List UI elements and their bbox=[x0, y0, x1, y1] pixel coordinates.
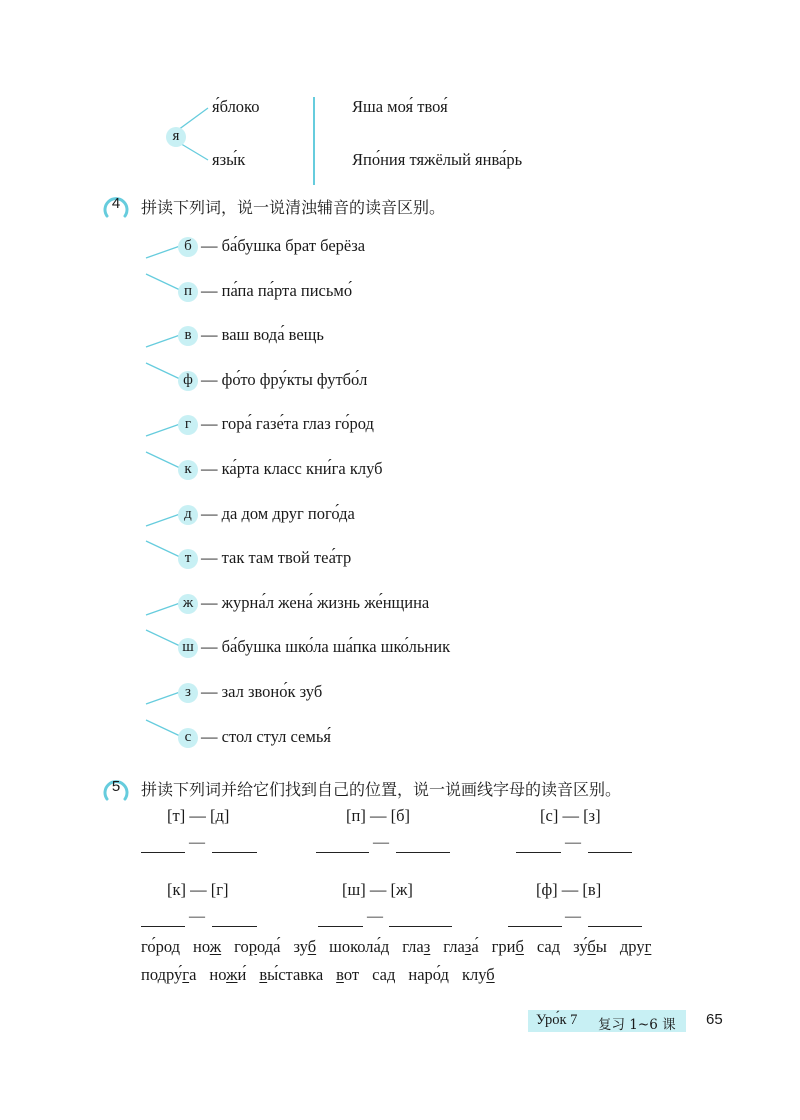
word-prefix: но bbox=[193, 937, 210, 956]
underlined-letter: р bbox=[248, 937, 257, 956]
word bbox=[193, 937, 221, 956]
letter-circle: п bbox=[178, 282, 198, 302]
letter-circle: к bbox=[178, 460, 198, 480]
row-words: — фо́то фру́кты футбо́л bbox=[201, 370, 368, 389]
blank-dash: — bbox=[189, 908, 205, 925]
underlined-letter: д bbox=[551, 937, 561, 956]
letter-circle: ш bbox=[178, 638, 198, 658]
word bbox=[492, 937, 524, 956]
word-prefix: дру bbox=[619, 937, 645, 956]
row-words: — журна́л жена́ жизнь же́нщина bbox=[201, 593, 430, 612]
exercise-4-number: 4 bbox=[111, 195, 121, 212]
underlined-letter: г bbox=[182, 965, 190, 984]
answer-blank[interactable] bbox=[389, 926, 452, 927]
letter-circle: т bbox=[178, 549, 198, 569]
word-prefix: гла bbox=[402, 937, 424, 956]
word-prefix: го bbox=[234, 937, 249, 956]
word-prefix: зу́ bbox=[573, 937, 588, 956]
word bbox=[259, 965, 323, 984]
pair-p-b: [п] — [б] bbox=[346, 806, 410, 825]
underlined-letter: б bbox=[587, 937, 596, 956]
word-prefix: го́ро bbox=[141, 937, 172, 956]
pair-sh-zh: [ш] — [ж] bbox=[342, 880, 413, 899]
word-suffix: и́ bbox=[237, 965, 247, 984]
exercise-5-number: 5 bbox=[111, 778, 121, 795]
word bbox=[462, 965, 495, 984]
letter-ya-circle: я bbox=[166, 127, 186, 147]
letter-circle: г bbox=[178, 415, 198, 435]
word bbox=[141, 937, 180, 956]
word bbox=[336, 965, 359, 984]
underlined-letter: д bbox=[171, 937, 181, 956]
blank-dash: — bbox=[189, 834, 205, 851]
row-words: — ба́бушка шко́ла ша́пка шко́льник bbox=[201, 637, 451, 656]
blank-dash: — bbox=[565, 908, 581, 925]
answer-blank[interactable] bbox=[141, 852, 185, 853]
review-label: 复习 1~6 课 bbox=[598, 1017, 676, 1033]
exercise-5-instruction: 拼读下列词并给它们找到自己的位置，说一说画线字母的读音区别。 bbox=[141, 780, 622, 799]
row-words: — ка́рта класс кни́га клуб bbox=[201, 459, 383, 478]
answer-blank[interactable] bbox=[318, 926, 363, 927]
word-suffix: а́ bbox=[471, 937, 479, 956]
letter-circle: б bbox=[178, 237, 198, 257]
page-number: 65 bbox=[706, 1011, 723, 1028]
row-words: — ваш вода́ вещь bbox=[201, 325, 324, 344]
underlined-letter: ж bbox=[209, 937, 222, 956]
word bbox=[537, 937, 560, 956]
word bbox=[329, 937, 389, 956]
row-words: — гора́ газе́та глаз го́род bbox=[201, 414, 374, 433]
row-words: — да дом друг пого́да bbox=[201, 504, 355, 523]
word-prefix: но bbox=[209, 965, 227, 984]
pair-k-g: [к] — [г] bbox=[167, 880, 229, 899]
letter-circle: в bbox=[178, 326, 198, 346]
letter-circle: з bbox=[178, 683, 198, 703]
row-words: — па́па па́рта письмо́ bbox=[201, 281, 353, 300]
underlined-letter: в bbox=[259, 965, 268, 984]
answer-blank[interactable] bbox=[588, 852, 632, 853]
word-suffix: от bbox=[343, 965, 360, 984]
answer-blank[interactable] bbox=[141, 926, 185, 927]
word-prefix: шокола́ bbox=[329, 937, 381, 956]
underlined-letter: д bbox=[386, 965, 396, 984]
underlined-letter: б bbox=[307, 937, 317, 956]
pair-f-v: [ф] — [в] bbox=[536, 880, 602, 899]
exercise-5-number-icon bbox=[104, 775, 130, 803]
answer-blank[interactable] bbox=[516, 852, 561, 853]
underlined-letter: з bbox=[464, 937, 472, 956]
word-suffix: ы bbox=[595, 937, 607, 956]
answer-blank[interactable] bbox=[508, 926, 562, 927]
underlined-letter: з bbox=[423, 937, 431, 956]
underlined-letter: ж bbox=[226, 965, 238, 984]
underlined-letter: г bbox=[644, 937, 652, 956]
word-suffix: ода́ bbox=[256, 937, 281, 956]
word bbox=[573, 937, 607, 956]
word-prefix: са bbox=[536, 937, 552, 956]
ya-right-bottom: Япо́ния тяжёлый янва́рь bbox=[352, 150, 523, 169]
blank-dash: — bbox=[565, 834, 581, 851]
lesson-footer-tag bbox=[528, 1010, 686, 1032]
word bbox=[293, 937, 316, 956]
ya-divider bbox=[313, 97, 315, 185]
blank-dash: — bbox=[367, 908, 383, 925]
row-words: — так там твой теа́тр bbox=[201, 548, 352, 567]
answer-blank[interactable] bbox=[396, 852, 450, 853]
lesson-label: Уро́к 7 bbox=[536, 1012, 578, 1028]
word-prefix: клу bbox=[461, 965, 487, 984]
exercise-4-instruction: 拼读下列词，说一说清浊辅音的读音区别。 bbox=[141, 198, 446, 217]
underlined-letter: д bbox=[440, 965, 449, 984]
word-suffix: а bbox=[189, 965, 197, 984]
row-words: — зал звоно́к зуб bbox=[201, 682, 323, 701]
word bbox=[209, 965, 246, 984]
answer-blank[interactable] bbox=[212, 852, 257, 853]
answer-blank[interactable] bbox=[212, 926, 257, 927]
underlined-letter: д bbox=[380, 937, 390, 956]
row-words: — стол стул семья́ bbox=[201, 727, 331, 746]
ya-word-top: я́блоко bbox=[212, 97, 260, 116]
word bbox=[443, 937, 478, 956]
pair-t-d: [т] — [д] bbox=[167, 806, 230, 825]
underlined-letter: б bbox=[515, 937, 524, 956]
word-suffix: ы́ставка bbox=[267, 965, 324, 984]
answer-blank[interactable] bbox=[316, 852, 369, 853]
answer-blank[interactable] bbox=[588, 926, 642, 927]
letter-circle: ж bbox=[178, 594, 198, 614]
word bbox=[402, 937, 430, 956]
blank-dash: — bbox=[373, 834, 389, 851]
word bbox=[141, 965, 196, 984]
exercise-5-words-line-2 bbox=[141, 965, 508, 985]
word-prefix: наро́ bbox=[408, 965, 441, 984]
letter-circle: ф bbox=[178, 371, 198, 391]
ya-right-top: Яша моя́ твоя́ bbox=[352, 97, 448, 116]
word bbox=[234, 937, 280, 956]
ya-word-bottom: язы́к bbox=[212, 150, 246, 169]
pair-s-z: [с] — [з] bbox=[540, 806, 601, 825]
letter-circle: д bbox=[178, 505, 198, 525]
row-words: — ба́бушка брат берёза bbox=[201, 236, 366, 255]
underlined-letter: б bbox=[486, 965, 495, 984]
word-prefix: са bbox=[372, 965, 387, 984]
word bbox=[620, 937, 651, 956]
word-prefix: гри bbox=[491, 937, 516, 956]
underlined-letter: в bbox=[336, 965, 344, 984]
word bbox=[408, 965, 449, 984]
word-prefix: подру́ bbox=[141, 965, 183, 984]
word-prefix: зу bbox=[293, 937, 308, 956]
word bbox=[372, 965, 395, 984]
exercise-5-words-line-1 bbox=[141, 937, 664, 957]
word-prefix: гла bbox=[443, 937, 465, 956]
letter-circle: с bbox=[178, 728, 198, 748]
exercise-4-number-icon bbox=[104, 192, 130, 220]
